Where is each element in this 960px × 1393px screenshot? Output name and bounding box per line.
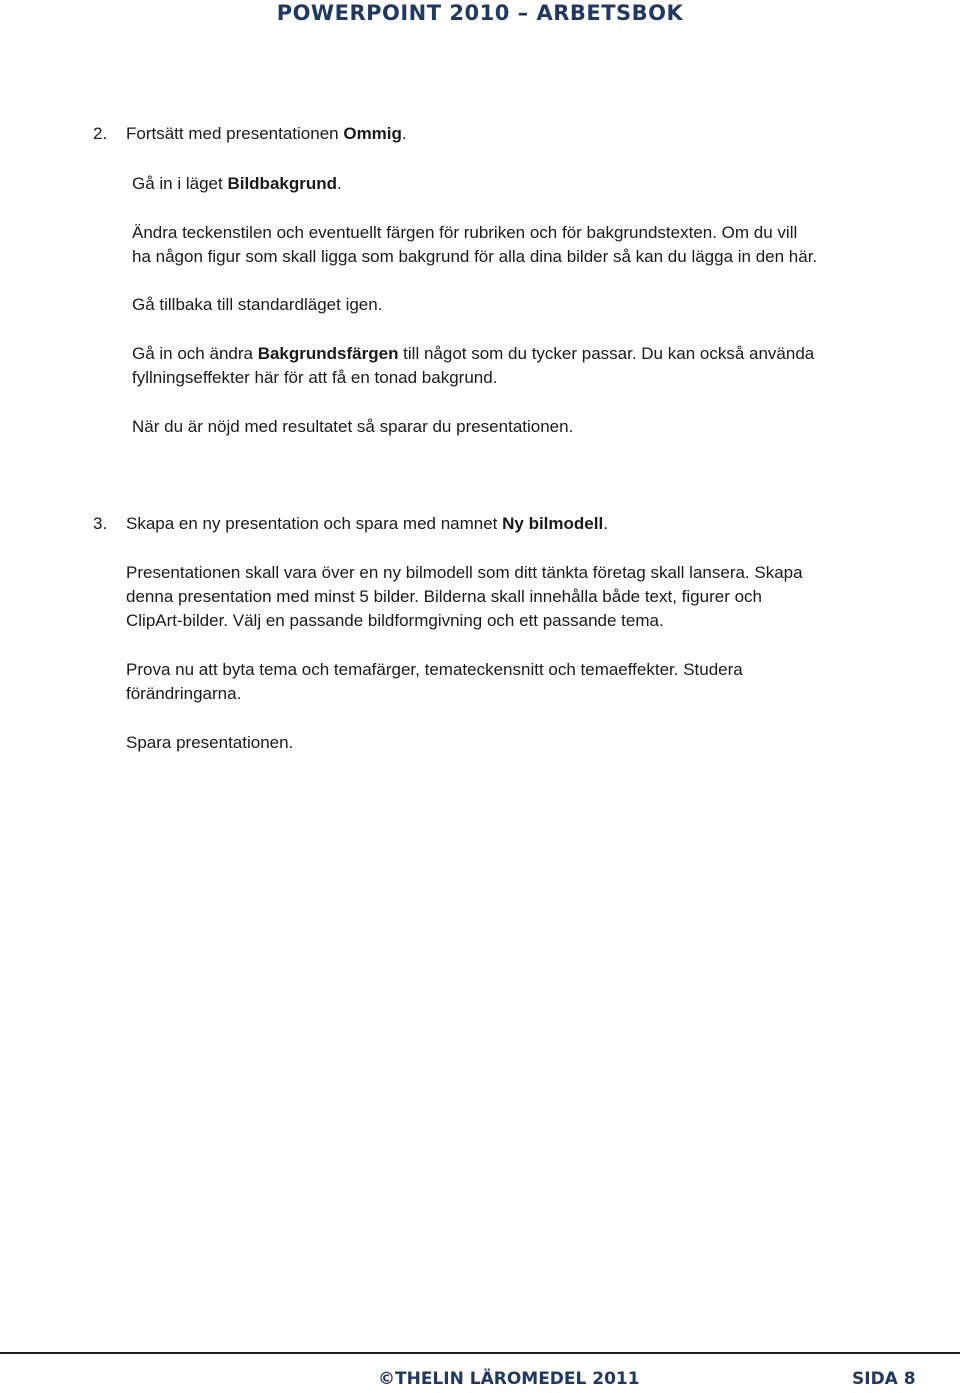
section-3-lead-bold: Ny bilmodell: [502, 514, 604, 533]
section-2-paragraph-5: När du är nöjd med resultatet så sparar du presentationen.: [132, 417, 574, 436]
section-2-paragraph-2-line-2: ha någon figur som skall ligga som bakgrund för alla dina bilder så kan du lägga in den här.: [132, 247, 818, 266]
section-2-lead-end: .: [401, 124, 407, 143]
section-2-paragraph-4-line-1: [132, 342, 814, 366]
section-2-p4-text: Gå in och ändra: [132, 344, 258, 363]
section-3-paragraph-1-line-1: Presentationen skall vara över en ny bilmodell som ditt tänkta företag skall lansera. Skapa: [126, 563, 803, 582]
section-2-paragraph-3: Gå tillbaka till standardläget igen.: [132, 295, 383, 314]
section-2-lead: [126, 122, 407, 146]
section-2-p4-post: till något som du tycker passar. Du kan också använda: [398, 344, 815, 363]
section-2-lead-bold: Ommig: [343, 124, 402, 143]
section-2-p1-text: Gå in i läget: [132, 174, 228, 193]
section-3-lead: [126, 512, 608, 536]
section-2-p1-end: .: [337, 174, 342, 193]
section-2-number: 2.: [93, 124, 108, 143]
section-3-paragraph-1-line-2: denna presentation med minst 5 bilder. Bilderna skall innehålla både text, figurer och: [126, 587, 762, 606]
footer-copyright: ©THELIN LÄROMEDEL 2011: [378, 1369, 640, 1389]
section-3-number: 3.: [93, 514, 108, 533]
footer-divider: [0, 1352, 960, 1354]
section-3-paragraph-2-line-2: förändringarna.: [126, 684, 242, 703]
section-3-lead-end: .: [603, 514, 608, 533]
section-2-paragraph-1: [132, 172, 342, 196]
section-2-paragraph-2-line-1: Ändra teckenstilen och eventuellt färgen för rubriken och för bakgrundstexten. Om du vill: [132, 223, 798, 242]
page-header-title: POWERPOINT 2010 – ARBETSBOK: [276, 1, 684, 25]
section-3-paragraph-2-line-1: Prova nu att byta tema och temafärger, temateckensnitt och temaeffekter. Studera: [126, 660, 743, 679]
section-3-paragraph-3: Spara presentationen.: [126, 733, 294, 752]
section-2-p4-bold: Bakgrundsfärgen: [257, 344, 399, 363]
section-2-lead-text: Fortsätt med presentationen: [126, 124, 344, 143]
section-2-paragraph-4-line-2: fyllningseffekter här för att få en tonad bakgrund.: [132, 368, 498, 387]
section-3-paragraph-1-line-3: ClipArt-bilder. Välj en passande bildformgivning och ett passande tema.: [126, 611, 664, 630]
footer-page-number: SIDA 8: [852, 1369, 916, 1389]
section-2-p1-bold: Bildbakgrund: [227, 174, 338, 193]
section-3-lead-text: Skapa en ny presentation och spara med namnet: [126, 514, 503, 533]
